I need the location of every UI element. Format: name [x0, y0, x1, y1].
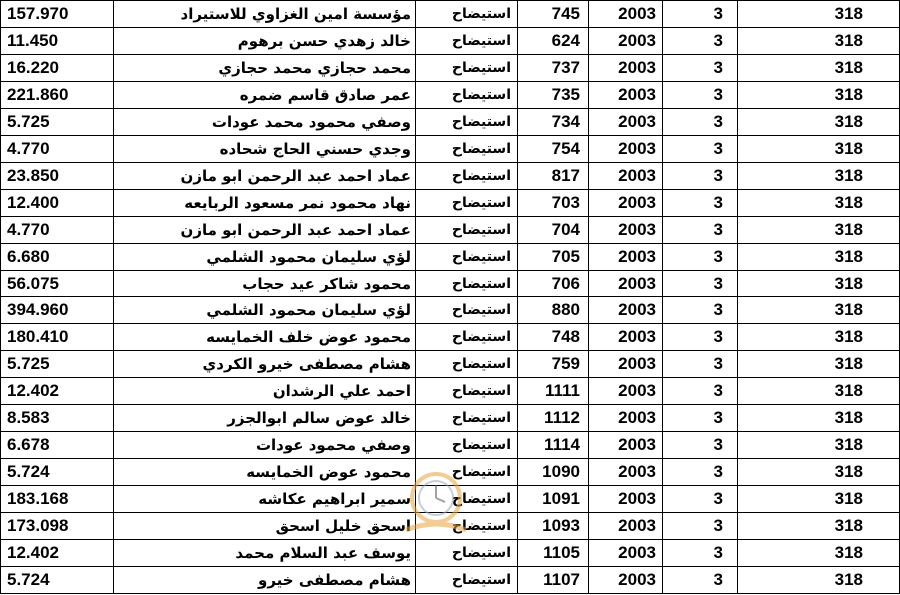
table-row: [1, 108, 900, 135]
code-cell: 318: [738, 297, 900, 324]
count-cell: 3: [663, 54, 738, 81]
name-cell: محمود شاكر عيد حجاب: [114, 270, 416, 297]
type-cell: استيضاح: [416, 216, 518, 243]
year-cell: 2003: [589, 351, 663, 378]
name-cell: اسحق خليل اسحق: [114, 513, 416, 540]
type-cell: استيضاح: [416, 135, 518, 162]
year-cell: 2003: [589, 324, 663, 351]
count-cell: 3: [663, 189, 738, 216]
type-cell: استيضاح: [416, 459, 518, 486]
code-cell: 318: [738, 108, 900, 135]
count-cell: 3: [663, 162, 738, 189]
table-row: [1, 54, 900, 81]
type-cell: استيضاح: [416, 486, 518, 513]
count-cell: 3: [663, 243, 738, 270]
table-row: [1, 216, 900, 243]
number-cell: 1090: [518, 459, 589, 486]
name-cell: عمر صادق قاسم ضمره: [114, 81, 416, 108]
count-cell: 3: [663, 135, 738, 162]
table-row: [1, 378, 900, 405]
code-cell: 318: [738, 189, 900, 216]
table-row: [1, 513, 900, 540]
code-cell: 318: [738, 81, 900, 108]
amount-cell: 394.960: [1, 297, 114, 324]
name-cell: عماد احمد عبد الرحمن ابو مازن: [114, 162, 416, 189]
number-cell: 704: [518, 216, 589, 243]
count-cell: 3: [663, 459, 738, 486]
type-cell: استيضاح: [416, 162, 518, 189]
year-cell: 2003: [589, 1, 663, 28]
table-row: [1, 135, 900, 162]
amount-cell: 8.583: [1, 405, 114, 432]
amount-cell: 11.450: [1, 27, 114, 54]
year-cell: 2003: [589, 189, 663, 216]
name-cell: احمد علي الرشدان: [114, 378, 416, 405]
type-cell: استيضاح: [416, 324, 518, 351]
type-cell: استيضاح: [416, 540, 518, 567]
count-cell: 3: [663, 1, 738, 28]
type-cell: استيضاح: [416, 351, 518, 378]
table-row: [1, 459, 900, 486]
name-cell: سمير ابراهيم عكاشه: [114, 486, 416, 513]
code-cell: 318: [738, 135, 900, 162]
code-cell: 318: [738, 1, 900, 28]
year-cell: 2003: [589, 54, 663, 81]
amount-cell: 6.678: [1, 432, 114, 459]
amount-cell: 12.400: [1, 189, 114, 216]
count-cell: 3: [663, 351, 738, 378]
type-cell: استيضاح: [416, 567, 518, 594]
amount-cell: 5.725: [1, 108, 114, 135]
table-row: [1, 351, 900, 378]
amount-cell: 16.220: [1, 54, 114, 81]
number-cell: 759: [518, 351, 589, 378]
code-cell: 318: [738, 216, 900, 243]
name-cell: وصفي محمود محمد عودات: [114, 108, 416, 135]
code-cell: 318: [738, 162, 900, 189]
count-cell: 3: [663, 27, 738, 54]
name-cell: هشام مصطفى خيرو: [114, 567, 416, 594]
amount-cell: 4.770: [1, 216, 114, 243]
code-cell: 318: [738, 540, 900, 567]
name-cell: لؤي سليمان محمود الشلمي: [114, 243, 416, 270]
code-cell: 318: [738, 486, 900, 513]
name-cell: محمد حجازي محمد حجازي: [114, 54, 416, 81]
count-cell: 3: [663, 432, 738, 459]
year-cell: 2003: [589, 243, 663, 270]
code-cell: 318: [738, 459, 900, 486]
code-cell: 318: [738, 54, 900, 81]
type-cell: استيضاح: [416, 297, 518, 324]
year-cell: 2003: [589, 27, 663, 54]
type-cell: استيضاح: [416, 513, 518, 540]
table-row: [1, 27, 900, 54]
number-cell: 817: [518, 162, 589, 189]
table-row: [1, 162, 900, 189]
number-cell: 754: [518, 135, 589, 162]
count-cell: 3: [663, 378, 738, 405]
code-cell: 318: [738, 432, 900, 459]
number-cell: 880: [518, 297, 589, 324]
table-row: [1, 432, 900, 459]
type-cell: استيضاح: [416, 54, 518, 81]
number-cell: 734: [518, 108, 589, 135]
records-table-body: [1, 1, 900, 594]
amount-cell: 12.402: [1, 540, 114, 567]
count-cell: 3: [663, 486, 738, 513]
year-cell: 2003: [589, 432, 663, 459]
table-row: [1, 189, 900, 216]
code-cell: 318: [738, 378, 900, 405]
name-cell: وجدي حسني الحاج شحاده: [114, 135, 416, 162]
number-cell: 703: [518, 189, 589, 216]
year-cell: 2003: [589, 459, 663, 486]
code-cell: 318: [738, 324, 900, 351]
year-cell: 2003: [589, 297, 663, 324]
code-cell: 318: [738, 405, 900, 432]
amount-cell: 5.725: [1, 351, 114, 378]
number-cell: 745: [518, 1, 589, 28]
count-cell: 3: [663, 513, 738, 540]
table-row: [1, 81, 900, 108]
code-cell: 318: [738, 27, 900, 54]
number-cell: 735: [518, 81, 589, 108]
amount-cell: 221.860: [1, 81, 114, 108]
year-cell: 2003: [589, 378, 663, 405]
table-row: [1, 297, 900, 324]
number-cell: 1105: [518, 540, 589, 567]
table-row: [1, 270, 900, 297]
count-cell: 3: [663, 297, 738, 324]
type-cell: استيضاح: [416, 405, 518, 432]
number-cell: 1107: [518, 567, 589, 594]
code-cell: 318: [738, 513, 900, 540]
number-cell: 705: [518, 243, 589, 270]
year-cell: 2003: [589, 513, 663, 540]
type-cell: استيضاح: [416, 27, 518, 54]
code-cell: 318: [738, 243, 900, 270]
year-cell: 2003: [589, 540, 663, 567]
name-cell: لؤي سليمان محمود الشلمي: [114, 297, 416, 324]
code-cell: 318: [738, 567, 900, 594]
type-cell: استيضاح: [416, 243, 518, 270]
count-cell: 3: [663, 108, 738, 135]
year-cell: 2003: [589, 216, 663, 243]
code-cell: 318: [738, 351, 900, 378]
name-cell: هشام مصطفى خيرو الكردي: [114, 351, 416, 378]
type-cell: استيضاح: [416, 108, 518, 135]
year-cell: 2003: [589, 567, 663, 594]
amount-cell: 23.850: [1, 162, 114, 189]
amount-cell: 12.402: [1, 378, 114, 405]
name-cell: عماد احمد عبد الرحمن ابو مازن: [114, 216, 416, 243]
number-cell: 624: [518, 27, 589, 54]
count-cell: 3: [663, 405, 738, 432]
amount-cell: 5.724: [1, 567, 114, 594]
count-cell: 3: [663, 567, 738, 594]
amount-cell: 56.075: [1, 270, 114, 297]
amount-cell: 183.168: [1, 486, 114, 513]
year-cell: 2003: [589, 135, 663, 162]
count-cell: 3: [663, 540, 738, 567]
year-cell: 2003: [589, 270, 663, 297]
number-cell: 1111: [518, 378, 589, 405]
amount-cell: 173.098: [1, 513, 114, 540]
name-cell: خالد عوض سالم ابوالجزر: [114, 405, 416, 432]
amount-cell: 180.410: [1, 324, 114, 351]
table-row: [1, 1, 900, 28]
name-cell: محمود عوض الخمايسه: [114, 459, 416, 486]
count-cell: 3: [663, 216, 738, 243]
type-cell: استيضاح: [416, 189, 518, 216]
name-cell: مؤسسة امين الغزاوي للاستيراد: [114, 1, 416, 28]
number-cell: 1114: [518, 432, 589, 459]
amount-cell: 4.770: [1, 135, 114, 162]
type-cell: استيضاح: [416, 270, 518, 297]
name-cell: يوسف عبد السلام محمد: [114, 540, 416, 567]
table-row: [1, 540, 900, 567]
type-cell: استيضاح: [416, 81, 518, 108]
year-cell: 2003: [589, 162, 663, 189]
number-cell: 1093: [518, 513, 589, 540]
year-cell: 2003: [589, 405, 663, 432]
amount-cell: 157.970: [1, 1, 114, 28]
table-row: [1, 243, 900, 270]
type-cell: استيضاح: [416, 432, 518, 459]
name-cell: وصفي محمود عودات: [114, 432, 416, 459]
amount-cell: 5.724: [1, 459, 114, 486]
count-cell: 3: [663, 324, 738, 351]
name-cell: نهاد محمود نمر مسعود الربايعه: [114, 189, 416, 216]
number-cell: 748: [518, 324, 589, 351]
table-row: [1, 486, 900, 513]
year-cell: 2003: [589, 108, 663, 135]
table-row: [1, 324, 900, 351]
code-cell: 318: [738, 270, 900, 297]
year-cell: 2003: [589, 486, 663, 513]
amount-cell: 6.680: [1, 243, 114, 270]
year-cell: 2003: [589, 81, 663, 108]
count-cell: 3: [663, 81, 738, 108]
name-cell: محمود عوض خلف الخمايسه: [114, 324, 416, 351]
count-cell: 3: [663, 270, 738, 297]
number-cell: 706: [518, 270, 589, 297]
table-row: [1, 405, 900, 432]
name-cell: خالد زهدي حسن برهوم: [114, 27, 416, 54]
type-cell: استيضاح: [416, 378, 518, 405]
number-cell: 1091: [518, 486, 589, 513]
number-cell: 737: [518, 54, 589, 81]
type-cell: استيضاح: [416, 1, 518, 28]
number-cell: 1112: [518, 405, 589, 432]
table-row: [1, 567, 900, 594]
